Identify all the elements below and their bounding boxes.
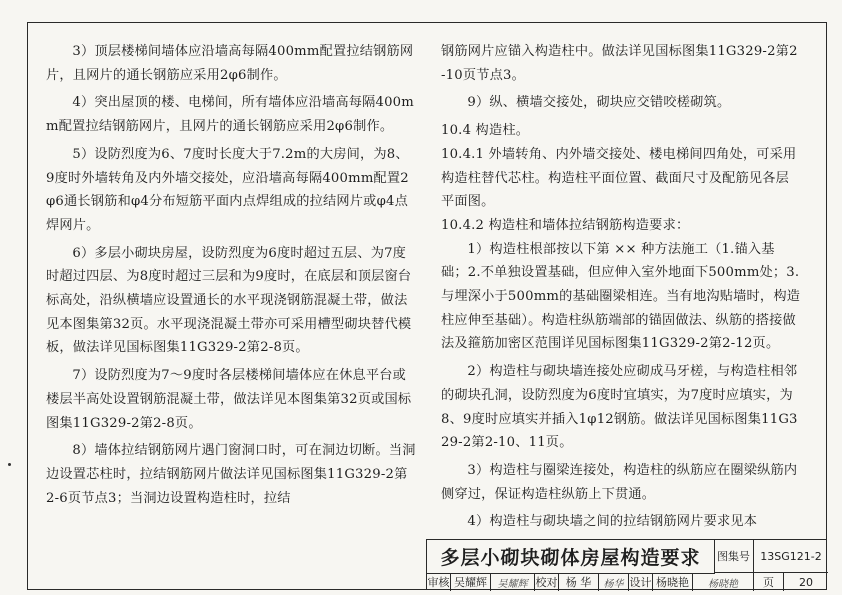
right-text-column xyxy=(441,40,801,534)
left-text-column xyxy=(46,40,416,510)
atlas-label: 图集号 xyxy=(714,540,754,573)
checker-signature: 杨华 xyxy=(599,573,629,591)
paragraph: 8）墙体拉结钢筋网片遇门窗洞口时，可在洞边切断。当洞边设置芯柱时，拉结钢筋网片做法详见国标图集11G329-2第2-6页节点3；当洞边设置构造柱时，拉结 xyxy=(46,443,416,506)
paragraph: 3）构造柱与圈梁连接处，构造柱的纵筋应在圈梁纵筋内侧穿过，保证构造柱纵筋上下贯通。 xyxy=(441,462,798,502)
section-heading: 10.4.2 构造柱和墙体拉结钢筋构造要求： xyxy=(441,217,690,233)
title-block xyxy=(426,539,827,590)
reviewer-signature: 吴耀辉 xyxy=(491,573,535,591)
paragraph: 6）多层小砌块房屋，设防烈度为6度时超过五层、为7度时超过四层、为8度时超过三层和为9度时，在底层和顶层窗台标高处，沿纵横墙应设置通长的水平现浇钢筋混凝土带，做法见本图集第32页。水平现浇混凝土带亦可采用槽型砌块替代模板，做法详见国标图集11G329-2第2-8页。 xyxy=(46,245,412,356)
drawing-title: 多层小砌块砌体房屋构造要求 xyxy=(427,540,715,574)
paragraph: 4）突出屋顶的楼、电梯间，所有墙体应沿墙高每隔400mm配置拉结钢筋网片，且网片的通长钢筋应采用2φ6制作。 xyxy=(46,95,414,135)
designer-signature: 杨晓艳 xyxy=(693,573,754,591)
paragraph: 4）构造柱与砌块墙之间的拉结钢筋网片要求见本 xyxy=(467,514,758,530)
paragraph: 1）构造柱根部按以下第 ×× 种方法施工（1.锚入基础；2.不单独设置基础，但应伸入室外地面下500mm处；3.与埋深小于500mm的基础圈梁相连。当有地沟贴墙时，构造柱应伸至基础）。构造柱纵筋端部的锚固做法、纵筋的搭接做法及箍筋加密区范围详见国标图集11G329-2第2-12页。 xyxy=(441,241,801,352)
check-label: 校对 xyxy=(535,573,559,591)
paragraph: 7）设防烈度为7～9度时各层楼梯间墙体应在休息平台或楼层半高处设置钢筋混凝土带，做法详见本图集第32页或国标图集11G329-2第2-8页。 xyxy=(46,368,412,431)
paragraph: 2）构造柱与砌块墙连接处应砌成马牙槎，与构造柱相邻的砌块孔洞，设防烈度为6度时宜填实，为7度时应填实，为8、9度时应填实并插入1φ12钢筋。做法详见国标图集11G329-2第2-10、11页。 xyxy=(441,364,798,451)
reviewer-name: 吴耀辉 xyxy=(451,573,491,591)
section-heading: 10.4 构造柱。 xyxy=(441,123,530,139)
checker-name: 杨 华 xyxy=(559,573,599,591)
page-label: 页 xyxy=(754,573,784,591)
paragraph: 9）纵、横墙交接处，砌块应交错咬槎砌筑。 xyxy=(467,95,731,111)
paragraph: 10.4.1 外墙转角、内外墙交接处、楼电梯间四角处，可采用构造柱替代芯柱。构造柱平面位置、截面尺寸及配筋见各层平面图。 xyxy=(441,146,797,210)
paragraph: 钢筋网片应锚入构造柱中。做法详见国标图集11G329-2第2-10页节点3。 xyxy=(441,44,798,83)
paragraph: 3）顶层楼梯间墙体应沿墙高每隔400mm配置拉结钢筋网片，且网片的通长钢筋应采用2φ6制作。 xyxy=(46,44,414,83)
review-label: 审核 xyxy=(427,573,451,591)
design-label: 设计 xyxy=(629,573,653,591)
designer-name: 杨晓艳 xyxy=(653,573,693,591)
margin-mark xyxy=(8,463,11,466)
page-number: 20 xyxy=(799,575,813,589)
atlas-number: 13SG121-2 xyxy=(754,540,828,573)
paragraph: 5）设防烈度为6、7度时长度大于7.2m的大房间，为8、9度时外墙转角及内外墙交接处，应沿墙高每隔400mm配置2φ6通长钢筋和φ4分布短筋平面内点焊组成的拉结网片或φ4点焊网片。 xyxy=(46,146,409,233)
